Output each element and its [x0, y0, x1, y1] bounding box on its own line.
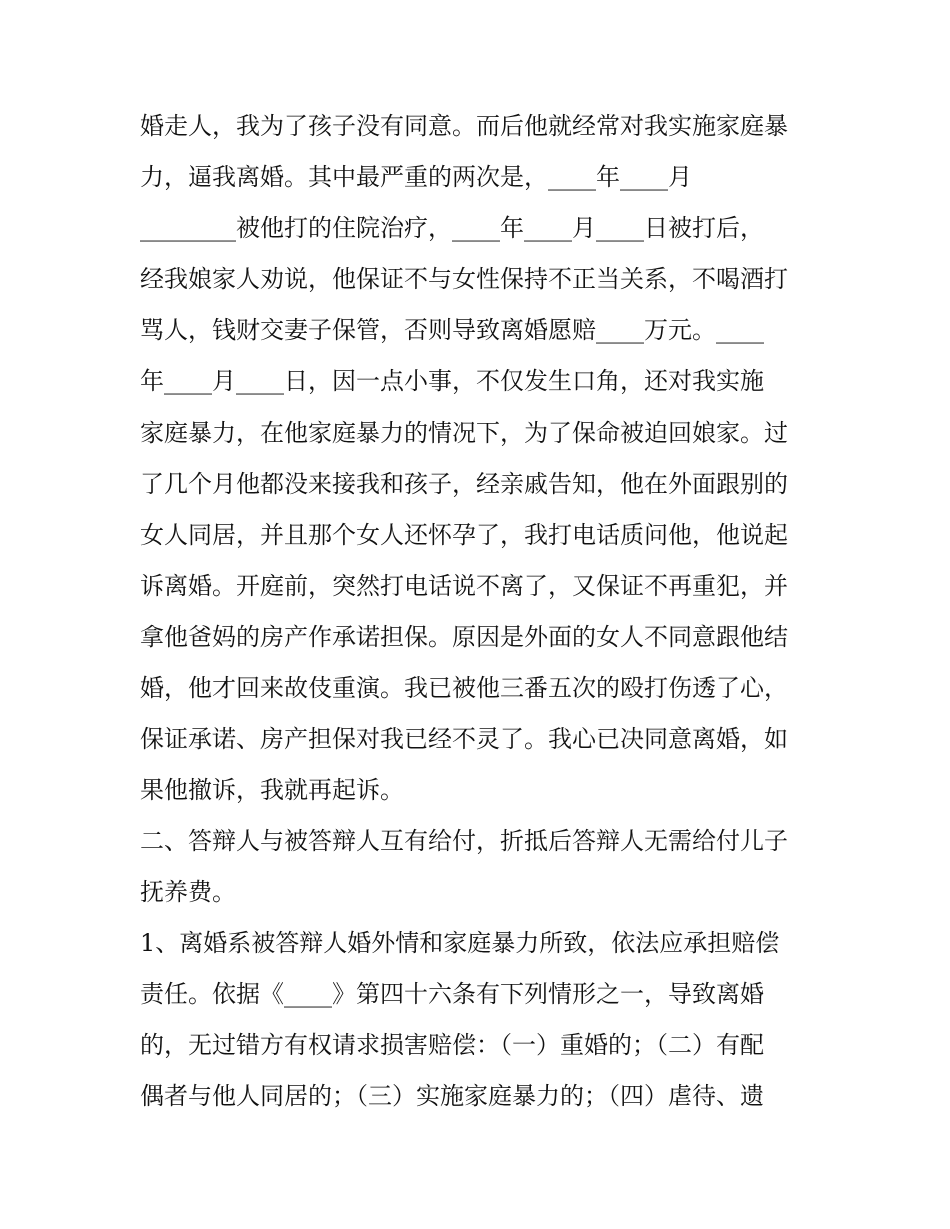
numbered-item-line: 1、离婚系被答辩人婚外情和家庭暴力所致，依法应承担赔偿 — [140, 929, 780, 957]
text-line: 保证承诺、房产担保对我已经不灵了。我心已决同意离婚，如 — [140, 725, 788, 753]
text-line: 拿他爸妈的房产作承诺担保。原因是外面的女人不同意跟他结 — [140, 623, 788, 651]
text-line: 年____月____日，因一点小事，不仅发生口角，还对我实施 — [140, 367, 764, 395]
text-line: 婚走人，我为了孩子没有同意。而后他就经常对我实施家庭暴 — [140, 112, 788, 140]
text-line: 经我娘家人劝说，他保证不与女性保持不正当关系，不喝酒打 — [140, 265, 788, 293]
section-heading-line: 二、答辩人与被答辩人互有给付，折抵后答辩人无需给付儿子 — [140, 827, 788, 855]
text-line: 责任。依据《____》第四十六条有下列情形之一，导致离婚 — [140, 980, 764, 1008]
text-line: ________被他打的住院治疗，____年____月____日被打后， — [140, 214, 764, 242]
section-heading-line: 抚养费。 — [140, 878, 236, 906]
text-line: 家庭暴力，在他家庭暴力的情况下，为了保命被迫回娘家。过 — [140, 419, 788, 447]
text-line: 婚，他才回来故伎重演。我已被他三番五次的殴打伤透了心， — [140, 674, 788, 702]
text-line: 果他撤诉，我就再起诉。 — [140, 776, 404, 804]
text-line: 女人同居，并且那个女人还怀孕了，我打电话质问他，他说起 — [140, 521, 788, 549]
text-line: 骂人，钱财交妻子保管，否则导致离婚愿赔____万元。____ — [140, 316, 764, 344]
text-line: 力，逼我离婚。其中最严重的两次是，____年____月 — [140, 163, 692, 191]
text-line: 了几个月他都没来接我和孩子，经亲戚告知，他在外面跟别的 — [140, 470, 788, 498]
text-line: 偶者与他人同居的；（三）实施家庭暴力的；（四）虐待、遗 — [140, 1082, 764, 1110]
text-line: 的，无过错方有权请求损害赔偿：（一）重婚的；（二）有配 — [140, 1031, 764, 1059]
text-line: 诉离婚。开庭前，突然打电话说不离了，又保证不再重犯，并 — [140, 572, 788, 600]
